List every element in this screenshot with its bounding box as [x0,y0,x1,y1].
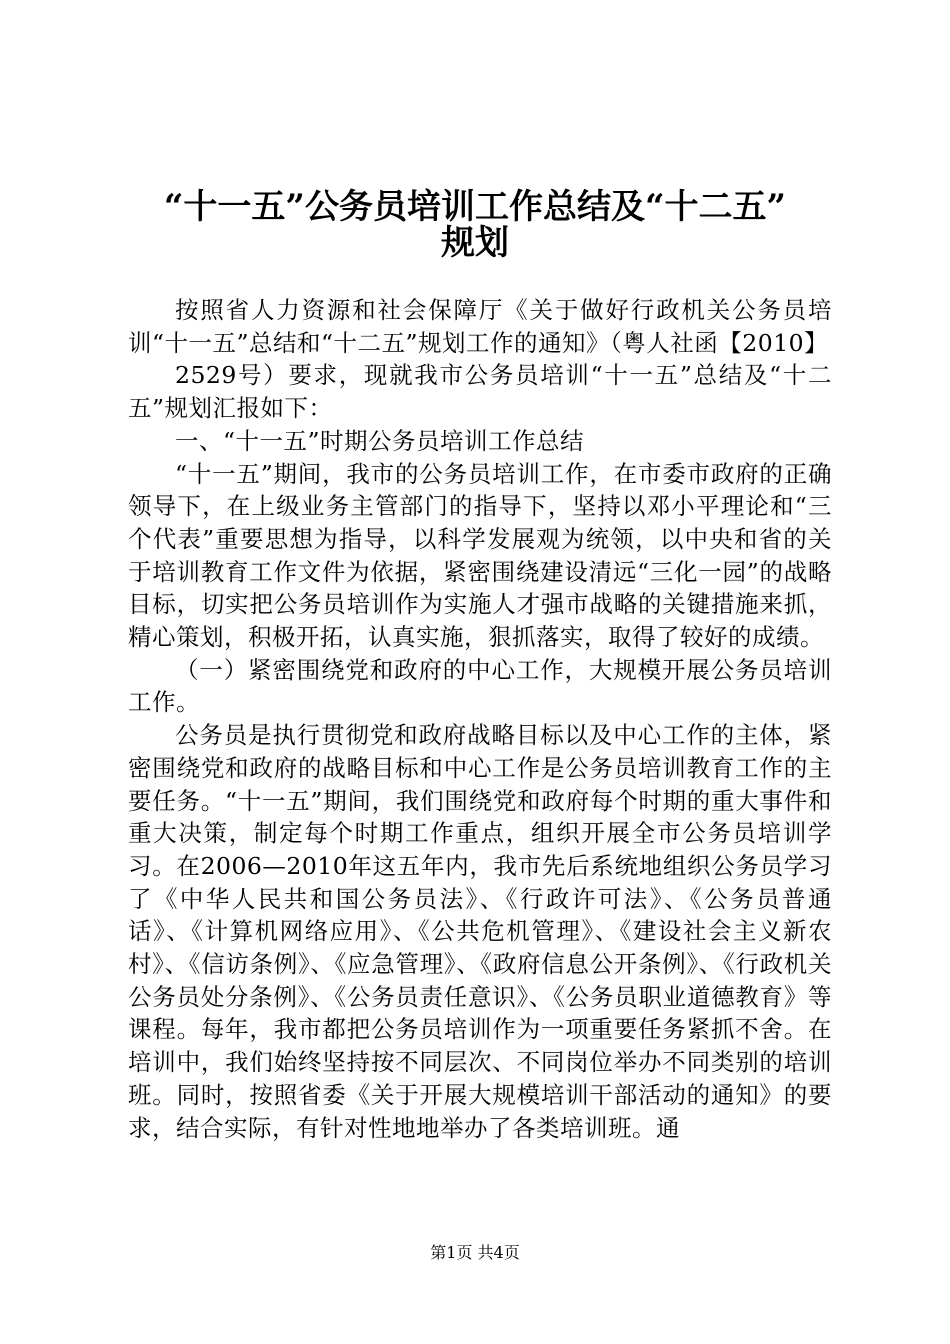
body-paragraph: 2529号）要求，现就我市公务员培训“十一五”总结及“十二五”规划汇报如下： [128,361,832,423]
document-title-line-2: 规划 [441,223,509,263]
document-body [128,294,832,1144]
section-heading: 一、“十一五”时期公务员培训工作总结 [175,426,585,455]
page-footer: 第1页 共4页 [430,1243,520,1262]
body-paragraph: “十一五”期间，我市的公务员培训工作，在市委市政府的正确领导下，在上级业务主管部门的指导下，坚持以邓小平理论和“三个代表”重要思想为指导，以科学发展观为统领，以中央和省的关于培训教育工作文件为依据，紧密围绕建设清远“三化一园”的战略目标，切实把公务员培训作为实施人才强市战略的关键措施来抓，精心策划，积极开拓，认真实施，狠抓落实，取得了较好的成绩。 [128,459,832,652]
body-paragraph: 公务员是执行贯彻党和政府战略目标以及中心工作的主体，紧密围绕党和政府的战略目标和中心工作是公务员培训教育工作的主要任务。“十一五”期间，我们围绕党和政府每个时期的重大事件和重大决策，制定每个时期工作重点，组织开展全市公务员培训学习。在2006—2010年这五年内，我市先后系统地组织公务员学习了《中华人民共和国公务员法》、《行政许可法》、《公务员普通话》、《计算机网络应用》、《公共危机管理》、《建设社会主义新农村》、《信访条例》、《应急管理》、《政府信息公开条例》、《行政机关公务员处分条例》、《公务员责任意识》、《公务员职业道德教育》等课程。每年，我市都把公务员培训作为一项重要任务紧抓不舍。在培训中，我们始终坚持按不同层次、不同岗位举办不同类别的培训班。同时，按照省委《关于开展大规模培训干部活动的通知》的要求，结合实际，有针对性地地举办了各类培训班。通 [128,721,832,1142]
body-paragraph: 按照省人力资源和社会保障厅《关于做好行政机关公务员培训“十一五”总结和“十二五”规划工作的通知》（粤人社函【2010】 [128,296,832,357]
document-title-line-1: “十一五”公务员培训工作总结及“十二五” [163,187,787,227]
subsection-heading: （一）紧密围绕党和政府的中心工作，大规模开展公务员培训工作。 [128,655,832,717]
